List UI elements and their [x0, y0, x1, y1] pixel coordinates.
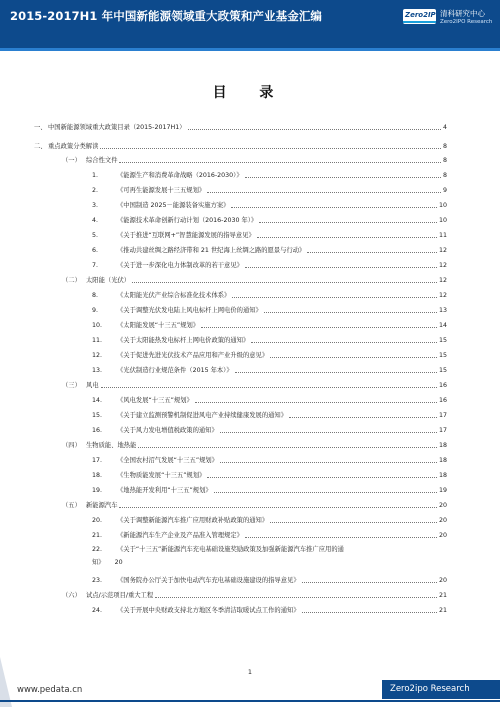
toc-entry[interactable] [92, 483, 447, 495]
dot-leader [119, 507, 437, 508]
footer-brand-text: Zero2ipo Research [390, 684, 470, 694]
toc-entry-label: 《关于建立监测预警机制促进风电产业持续健康发展的通知》 [117, 412, 288, 419]
dot-leader [207, 192, 441, 193]
toc-entry-label: 《关于“十三五”新能源汽车充电基础设施奖励政策及加强新能源汽车推广应用的通 [117, 546, 344, 553]
toc-entry[interactable] [62, 378, 447, 390]
report-header-band [0, 0, 500, 48]
dot-leader [119, 162, 441, 163]
toc-entry-page: 17 [438, 427, 447, 434]
toc-entry-page: 8 [442, 157, 447, 164]
toc-entry[interactable] [92, 453, 447, 465]
dot-leader [188, 129, 441, 130]
toc-entry[interactable] [62, 498, 447, 510]
dot-leader [201, 327, 437, 328]
toc-entry-number: 11. [92, 337, 103, 344]
toc-entry[interactable] [62, 588, 447, 600]
toc-entry-label: 中国新能源领域重大政策目录（2015-2017H1） [48, 124, 186, 131]
logo-stripe [403, 21, 436, 23]
dot-leader [257, 237, 437, 238]
dot-leader [101, 387, 437, 388]
toc-entry[interactable] [92, 243, 447, 255]
dot-leader [235, 372, 437, 373]
toc-entry-number: 23. [92, 577, 103, 584]
toc-entry-page: 13 [438, 307, 447, 314]
toc-entry-page: 16 [438, 382, 447, 389]
toc-entry-label: 《全国农村沼气发展“十三五”规划》 [117, 457, 218, 464]
zero2ipo-logo [403, 9, 442, 24]
toc-entry-page: 15 [438, 337, 447, 344]
toc-entry[interactable] [92, 348, 447, 360]
dot-leader [245, 177, 441, 178]
toc-entry-page: 12 [438, 277, 447, 284]
toc-entry-page: 10 [438, 202, 447, 209]
toc-entry[interactable] [92, 363, 447, 375]
toc-entry[interactable] [62, 153, 447, 165]
toc-entry-label: 《光伏制造行业规范条件（2015 年本）》 [117, 367, 233, 374]
toc-entry-label: 《风电发展“十三五”规划》 [117, 397, 193, 404]
dot-leader [270, 522, 437, 523]
dot-leader [132, 282, 437, 283]
toc-entry-number: 18. [92, 472, 103, 479]
toc-entry[interactable] [92, 228, 447, 240]
dot-leader [207, 477, 437, 478]
toc-entry-label: 《中国制造 2025－能源装备实施方案》 [117, 202, 230, 209]
toc-entry-label: 《关于推进“互联网+”智慧能源发展的指导意见》 [117, 232, 255, 239]
toc-entry-label: 《关于进一步深化电力体制改革的若干意见》 [117, 262, 243, 269]
toc-entry-number: 16. [92, 427, 103, 434]
toc-entry-number: 8. [92, 292, 99, 299]
footer-brand-band [382, 680, 500, 699]
toc-entry-page: 20 [438, 532, 447, 539]
dot-leader [220, 432, 437, 433]
toc-entry-label: 风电 [86, 382, 99, 389]
toc-entry[interactable] [92, 423, 447, 435]
toc-entry-number: 5. [92, 232, 99, 239]
toc-entry[interactable] [92, 303, 447, 315]
toc-entry-page: 20 [438, 517, 447, 524]
toc-entry-label: 《关于促进先进光伏技术产品应用和产业升级的意见》 [117, 352, 269, 359]
toc-entry-number: 15. [92, 412, 103, 419]
toc-entry[interactable] [34, 120, 447, 132]
toc-entry-label-continuation: 知》 [92, 559, 105, 566]
toc-entry-page: 4 [442, 124, 447, 131]
toc-entry-label: 《推动共建丝绸之路经济带和 21 世纪海上丝绸之路的愿景与行动》 [117, 247, 306, 254]
toc-entry-wrapped[interactable] [92, 546, 344, 554]
page-number: 1 [247, 668, 253, 676]
toc-entry-page: 15 [438, 352, 447, 359]
toc-entry-number: 24. [92, 607, 103, 614]
dot-leader [270, 357, 437, 358]
toc-entry-page: 15 [438, 367, 447, 374]
toc-entry-number: 20. [92, 517, 103, 524]
toc-entry-page: 8 [442, 172, 447, 179]
toc-entry[interactable] [92, 198, 447, 210]
toc-entry-label: 《可再生能源发展十三五规划》 [117, 187, 206, 194]
toc-entry-page: 18 [438, 442, 447, 449]
toc-entry-label: 《关于调整新能源汽车推广应用财政补贴政策的通知》 [117, 517, 269, 524]
toc-entry-page: 12 [438, 262, 447, 269]
toc-entry-page: 17 [438, 412, 447, 419]
toc-title: 目 录 [212, 85, 288, 101]
toc-entry-page: 8 [442, 143, 447, 150]
toc-entry-label: 《太阳能发展“十三五”规划》 [117, 322, 200, 329]
toc-entry-label: 试点/示范项目/重大工程 [86, 592, 154, 599]
toc-entry-label: 《地热能开发利用“十三五”规划》 [117, 487, 212, 494]
toc-entry-number: 17. [92, 457, 103, 464]
toc-entry-page: 21 [438, 592, 447, 599]
dot-leader [289, 417, 437, 418]
toc-entry-number: 1. [92, 172, 99, 179]
toc-entry-number: 7. [92, 262, 99, 269]
toc-entry-page: 11 [438, 232, 447, 239]
toc-entry-number: 3. [92, 202, 99, 209]
org-name-en: Zero2IPO Research [440, 19, 493, 25]
toc-entry[interactable] [92, 468, 447, 480]
dot-leader [302, 612, 437, 613]
toc-entry-label: 《国务院办公厅关于加快电动汽车充电基础设施建设的指导意见》 [117, 577, 300, 584]
toc-entry-label: 《新能源汽车生产企业及产品准入管理规定》 [117, 532, 243, 539]
toc-entry-number: 14. [92, 397, 103, 404]
dot-leader [307, 252, 437, 253]
toc-entry-page: 12 [438, 247, 447, 254]
toc-entry-number: 6. [92, 247, 99, 254]
toc-entry-number: 13. [92, 367, 103, 374]
toc-entry-label: 《生物质能发展“十三五”规划》 [117, 472, 206, 479]
dot-leader [251, 342, 437, 343]
toc-entry-page: 14 [438, 322, 447, 329]
toc-entry-page: 18 [438, 472, 447, 479]
logo-text: Zero2IPO [405, 11, 442, 19]
toc-entry[interactable] [92, 573, 447, 585]
footer-website-link[interactable]: www.pedata.cn [17, 685, 83, 695]
org-name-cn: 清科研究中心 [440, 9, 485, 18]
dot-leader [100, 148, 441, 149]
toc-entry-label: 重点政策分类解读 [48, 143, 99, 150]
toc-entry-number: （三） [62, 382, 81, 389]
dot-leader [232, 297, 437, 298]
toc-entry-label: 《太阳能光伏产业综合标准化技术体系》 [117, 292, 231, 299]
toc-entry-number: （一） [62, 157, 81, 164]
toc-entry-page: 19 [438, 487, 447, 494]
dot-leader [138, 447, 437, 448]
toc-entry[interactable] [92, 408, 447, 420]
toc-entry[interactable] [92, 168, 447, 180]
toc-entry[interactable] [92, 528, 447, 540]
header-rule [0, 48, 500, 51]
toc-entry-number: 2. [92, 187, 99, 194]
toc-entry-number: （五） [62, 502, 81, 509]
dot-leader [264, 312, 437, 313]
toc-entry[interactable] [34, 139, 447, 151]
toc-entry-page: 20 [438, 502, 447, 509]
toc-entry[interactable] [92, 183, 447, 195]
toc-entry-page: 20 [438, 577, 447, 584]
toc-entry-page: 16 [438, 397, 447, 404]
dot-leader [214, 492, 437, 493]
toc-entry-number: 二、 [34, 143, 47, 150]
toc-entry-page: 20 [114, 559, 123, 566]
report-title: 2015-2017H1 年中国新能源领域重大政策和产业基金汇编 [10, 9, 323, 23]
toc-entry-page: 18 [438, 457, 447, 464]
toc-entry-label: 生物质能、地热能 [86, 442, 137, 449]
toc-entry-number: 4. [92, 217, 99, 224]
toc-entry[interactable] [62, 438, 447, 450]
toc-entry-page: 21 [438, 607, 447, 614]
toc-entry-label: 《关于开展中央财政支持北方地区冬季清洁取暖试点工作的通知》 [117, 607, 300, 614]
toc-entry-label: 《关于太阳能热发电标杆上网电价政策的通知》 [117, 337, 250, 344]
dot-leader [245, 537, 437, 538]
toc-entry-label: 《关于调整光伏发电陆上风电标杆上网电价的通知》 [117, 307, 262, 314]
toc-entry-number: 12. [92, 352, 103, 359]
toc-entry[interactable] [92, 333, 447, 345]
toc-entry-label: 《能源技术革命创新行动计划（2016-2030 年）》 [117, 217, 258, 224]
toc-entry-number: 19. [92, 487, 103, 494]
toc-entry-wrapped-continuation[interactable] [92, 559, 123, 567]
toc-entry-page: 9 [442, 187, 447, 194]
toc-entry[interactable] [62, 273, 447, 285]
toc-entry-number: 一、 [34, 124, 47, 131]
dot-leader [195, 402, 437, 403]
toc-entry-page: 10 [438, 217, 447, 224]
toc-entry-label: 太阳能（光伏） [86, 277, 131, 284]
toc-entry-label: 《关于风力发电增值税政策的通知》 [117, 427, 218, 434]
toc-entry[interactable] [92, 318, 447, 330]
toc-entry[interactable] [92, 513, 447, 525]
toc-entry-number: （四） [62, 442, 81, 449]
toc-entry-number: 9. [92, 307, 99, 314]
dot-leader [245, 267, 437, 268]
toc-entry[interactable] [92, 603, 447, 615]
toc-entry[interactable] [92, 213, 447, 225]
toc-entry[interactable] [92, 288, 447, 300]
toc-entry-label: 新能源汽车 [86, 502, 118, 509]
toc-entry-number: （六） [62, 592, 81, 599]
toc-entry-label: 综合性文件 [86, 157, 118, 164]
toc-entry-number: 21. [92, 532, 103, 539]
dot-leader [220, 462, 437, 463]
dot-leader [259, 222, 437, 223]
footer-rule [0, 700, 500, 702]
dot-leader [302, 582, 437, 583]
toc-entry-label: 《能源生产和消费革命战略（2016-2030）》 [117, 172, 243, 179]
toc-entry-number: （二） [62, 277, 81, 284]
toc-entry[interactable] [92, 393, 447, 405]
toc-entry-number: 22. [92, 546, 103, 553]
toc-entry[interactable] [92, 258, 447, 270]
toc-entry-number: 10. [92, 322, 103, 329]
toc-entry-page: 12 [438, 292, 447, 299]
dot-leader [231, 207, 437, 208]
dot-leader [155, 597, 437, 598]
